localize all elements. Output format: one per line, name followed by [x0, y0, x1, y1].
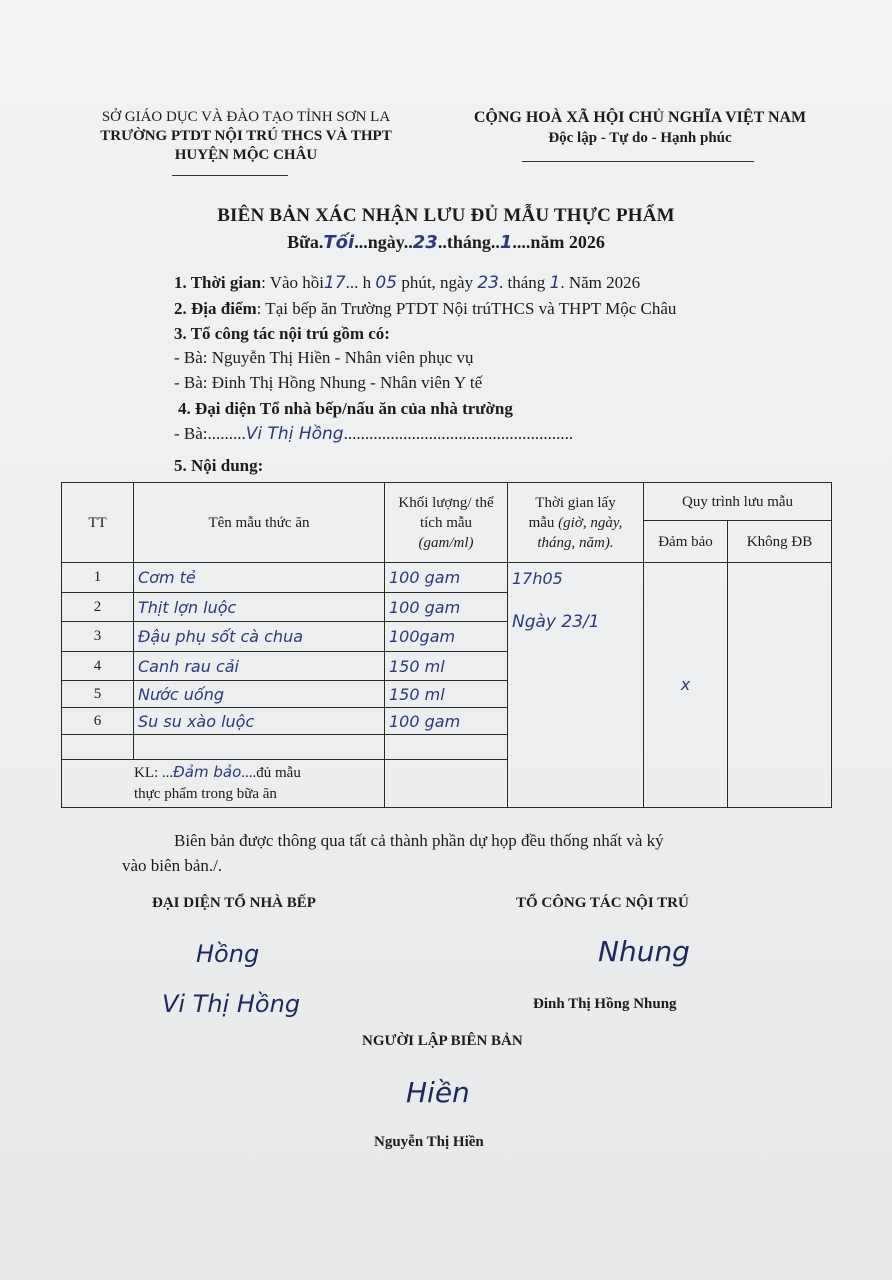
- boarding-sign-title: TỔ CÔNG TÁC NỘI TRÚ: [516, 895, 689, 911]
- closing-line1: Biên bản được thông qua tất cả thành phần dự họp đều thống nhất và ký: [174, 831, 664, 850]
- header-left-underline: [172, 175, 288, 176]
- section-kitchen-label: 4. Đại diện Tổ nhà bếp/nấu ăn của nhà trường: [178, 399, 513, 418]
- section-time-text-d: . tháng: [498, 273, 546, 292]
- row-food-name: Canh rau cải: [134, 652, 385, 681]
- recorder-name: Nguyễn Thị Hiền: [374, 1134, 484, 1150]
- minute-value: 05: [375, 273, 398, 293]
- table-row: [62, 563, 832, 593]
- row-weight: 100 gam: [385, 593, 508, 622]
- row-tt: 1: [62, 563, 134, 593]
- row-food-name: Thịt lợn luộc: [134, 593, 385, 622]
- section-time-text-a: : Vào hồi: [261, 273, 325, 292]
- boarding-signature: Nhung: [598, 935, 690, 968]
- section-time-text-b: ... h: [345, 273, 372, 292]
- row-tt: 2: [62, 593, 134, 622]
- row-tt: 6: [62, 708, 134, 735]
- header-right: [452, 108, 828, 148]
- row-tt: 5: [62, 681, 134, 708]
- motto: Độc lập - Tự do - Hạnh phúc: [548, 130, 732, 146]
- section-content-label: 5. Nội dung:: [174, 456, 264, 475]
- col-name-header: Tên mẫu thức ăn: [134, 483, 385, 563]
- col-ok-header: Đảm bảo: [644, 521, 728, 563]
- school-name: TRƯỜNG PTDT NỘI TRÚ THCS VÀ THPT: [100, 128, 392, 144]
- empty-name: [134, 735, 385, 760]
- row-food-name: Su su xào luộc: [134, 708, 385, 735]
- section-team-label: 3. Tổ công tác nội trú gồm có:: [174, 324, 390, 343]
- ok-mark: x: [680, 675, 691, 694]
- section-location-text: : Tại bếp ăn Trường PTDT Nội trúTHCS và THPT Mộc Châu: [256, 299, 677, 318]
- col-tt-header: TT: [62, 483, 134, 563]
- kl-prefix: KL: ...: [134, 765, 174, 781]
- meal-value: Tối: [323, 232, 355, 253]
- time-header-line2a: mẫu: [528, 514, 559, 531]
- col-time-header: [508, 483, 644, 563]
- subtitle-mid2: ..tháng..: [437, 232, 500, 252]
- time-value-line2: Ngày 23/1: [512, 612, 600, 632]
- subtitle-prefix: Bữa.: [287, 232, 324, 252]
- sample-table: [61, 482, 832, 808]
- section-location-label: 2. Địa điểm: [174, 299, 257, 318]
- document-subtitle: [0, 232, 892, 253]
- document-title: BIÊN BẢN XÁC NHẬN LƯU ĐỦ MẪU THỰC PHẨM: [217, 205, 675, 226]
- notok-cell: [728, 563, 832, 808]
- empty-weight: [385, 735, 508, 760]
- section-day-value: 23: [477, 273, 499, 293]
- section-time-label: 1. Thời gian: [174, 273, 262, 292]
- recorder-signature: Hiền: [406, 1076, 470, 1109]
- header-left: [60, 108, 432, 165]
- weight-header-line1: Khối lượng/ thể: [398, 494, 494, 511]
- team-member-2: - Bà: Đinh Thị Hồng Nhung - Nhân viên Y tế: [174, 373, 483, 392]
- row-tt: 4: [62, 652, 134, 681]
- conclusion-weight: [385, 760, 508, 808]
- closing-line2: vào biên bản./.: [122, 856, 223, 875]
- team-member-1: - Bà: Nguyễn Thị Hiền - Nhân viên phục vụ: [174, 348, 474, 367]
- kitchen-rep-suffix: ......................................................: [343, 424, 574, 443]
- subtitle-mid1: ...ngày..: [354, 232, 413, 252]
- time-value-line1: 17h05: [512, 569, 563, 588]
- conclusion-cell: [62, 760, 385, 808]
- hour-value: 17: [324, 273, 346, 293]
- row-weight: 150 ml: [385, 681, 508, 708]
- row-food-name: Nước uống: [134, 681, 385, 708]
- month-value: 1: [499, 232, 513, 253]
- col-weight-header: [385, 483, 508, 563]
- district-name: HUYỆN MỘC CHÂU: [174, 147, 318, 163]
- day-value: 23: [412, 232, 438, 253]
- header-right-underline: [522, 161, 754, 162]
- boarding-signer-name: Đinh Thị Hồng Nhung: [533, 996, 677, 1012]
- col-process-header: Quy trình lưu mẫu: [644, 483, 832, 521]
- time-header-line1: Thời gian lấy: [535, 494, 616, 511]
- row-tt: 3: [62, 622, 134, 652]
- weight-header-unit: (gam/ml): [418, 534, 474, 551]
- col-notok-header: Không ĐB: [728, 521, 832, 563]
- row-weight: 100 gam: [385, 708, 508, 735]
- section-time: [174, 270, 640, 296]
- kl-suffix: ....đủ mẫu: [241, 765, 301, 781]
- kitchen-rep-prefix: - Bà:.........: [174, 424, 246, 443]
- section-month-value: 1: [549, 273, 561, 293]
- recorder-sign-title: NGƯỜI LẬP BIÊN BẢN: [362, 1033, 523, 1049]
- kitchen-rep: [174, 421, 573, 447]
- row-food-name: Cơm tẻ: [134, 563, 385, 593]
- kl-value: Đảm bảo: [173, 763, 242, 781]
- row-food-name: Đậu phụ sốt cà chua: [134, 622, 385, 652]
- kitchen-signature-2: Vi Thị Hồng: [162, 990, 301, 1018]
- row-weight: 100 gam: [385, 563, 508, 593]
- section-location: [174, 296, 676, 322]
- section-time-text-e: . Năm 2026: [560, 273, 641, 292]
- kitchen-sign-title: ĐẠI DIỆN TỔ NHÀ BẾP: [152, 895, 316, 911]
- row-weight: 100gam: [385, 622, 508, 652]
- table-header-row-1: [62, 483, 832, 521]
- kitchen-rep-name: Vi Thị Hồng: [245, 424, 344, 444]
- dept-name: SỞ GIÁO DỤC VÀ ĐÀO TẠO TỈNH SƠN LA: [101, 109, 391, 125]
- ok-cell: [644, 563, 728, 808]
- time-header-line2b: (giờ, ngày,: [558, 514, 623, 531]
- section-time-text-c: phút, ngày: [397, 273, 474, 292]
- time-header-line3: tháng, năm).: [537, 534, 614, 551]
- empty-tt: [62, 735, 134, 760]
- row-weight: 150 ml: [385, 652, 508, 681]
- kitchen-signature-1: Hồng: [196, 940, 260, 968]
- country-name: CỘNG HOÀ XÃ HỘI CHỦ NGHĨA VIỆT NAM: [473, 109, 807, 126]
- weight-header-line2: tích mẫu: [419, 514, 473, 531]
- time-cell: [508, 563, 644, 808]
- subtitle-suffix: ....năm 2026: [512, 232, 605, 252]
- kl-line2: thực phẩm trong bữa ăn: [134, 786, 277, 802]
